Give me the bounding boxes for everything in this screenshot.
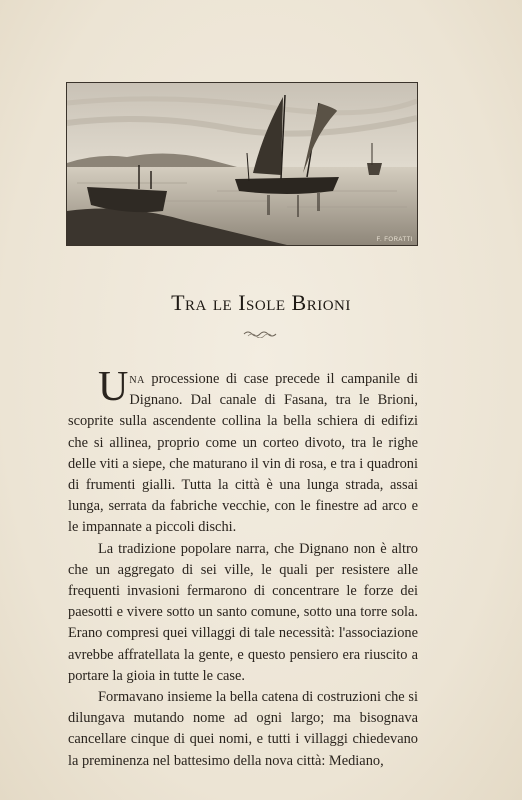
paragraph-2: La tradizione popolare narra, che Dignano non è altro che un aggregato di sei ville, le quali per resistere alle frequenti invasioni fermarono di concentrare le forze dei paesotti e vivere sotto un santo comune, sotto una torre sola. Erano compresi quei villaggi di tale necessità: l'associazione avrebbe affratellata la gente, e questo pensiero era riuscito a portare la gioia in tutte le case. (68, 540, 418, 684)
opening-small-caps: na (129, 371, 145, 387)
paragraph-1-text: processione di case precede il campanile di Dignano. Dal canale di Fasana, tra le Brioni, scoprite sulla ascendente collina la bella schiera di edifizi che si allinea, proprio come un corteo divoto, tra le righe delle viti a siepe, che maturano il vin di rosa, e tra i quadroni di frumenti gialli. Tutta la città è una lunga strada, assai lunga, serrata da fabriche vecchie, con le finestre ad arco e le impannate a piccoli dischi. (68, 371, 418, 536)
sailboats-engraving (67, 83, 417, 245)
harbor-illustration (66, 82, 418, 246)
chapter-body (68, 364, 418, 772)
drop-cap: U (98, 364, 129, 410)
title-ornament (243, 330, 277, 338)
paragraph-3: Formavano insieme la bella catena di costruzioni che si dilungava mutando nome ad ogni largo; ma bisognava cancellare cinque di quei nomi, e tutti i villaggi chiedevano la preminenza nel battesimo della nova città: Mediano, (68, 689, 418, 769)
paragraph-1 (68, 364, 418, 539)
artist-signature: F. FORATTI (376, 237, 413, 243)
chapter-title: Tra le Isole Brioni (171, 290, 351, 315)
